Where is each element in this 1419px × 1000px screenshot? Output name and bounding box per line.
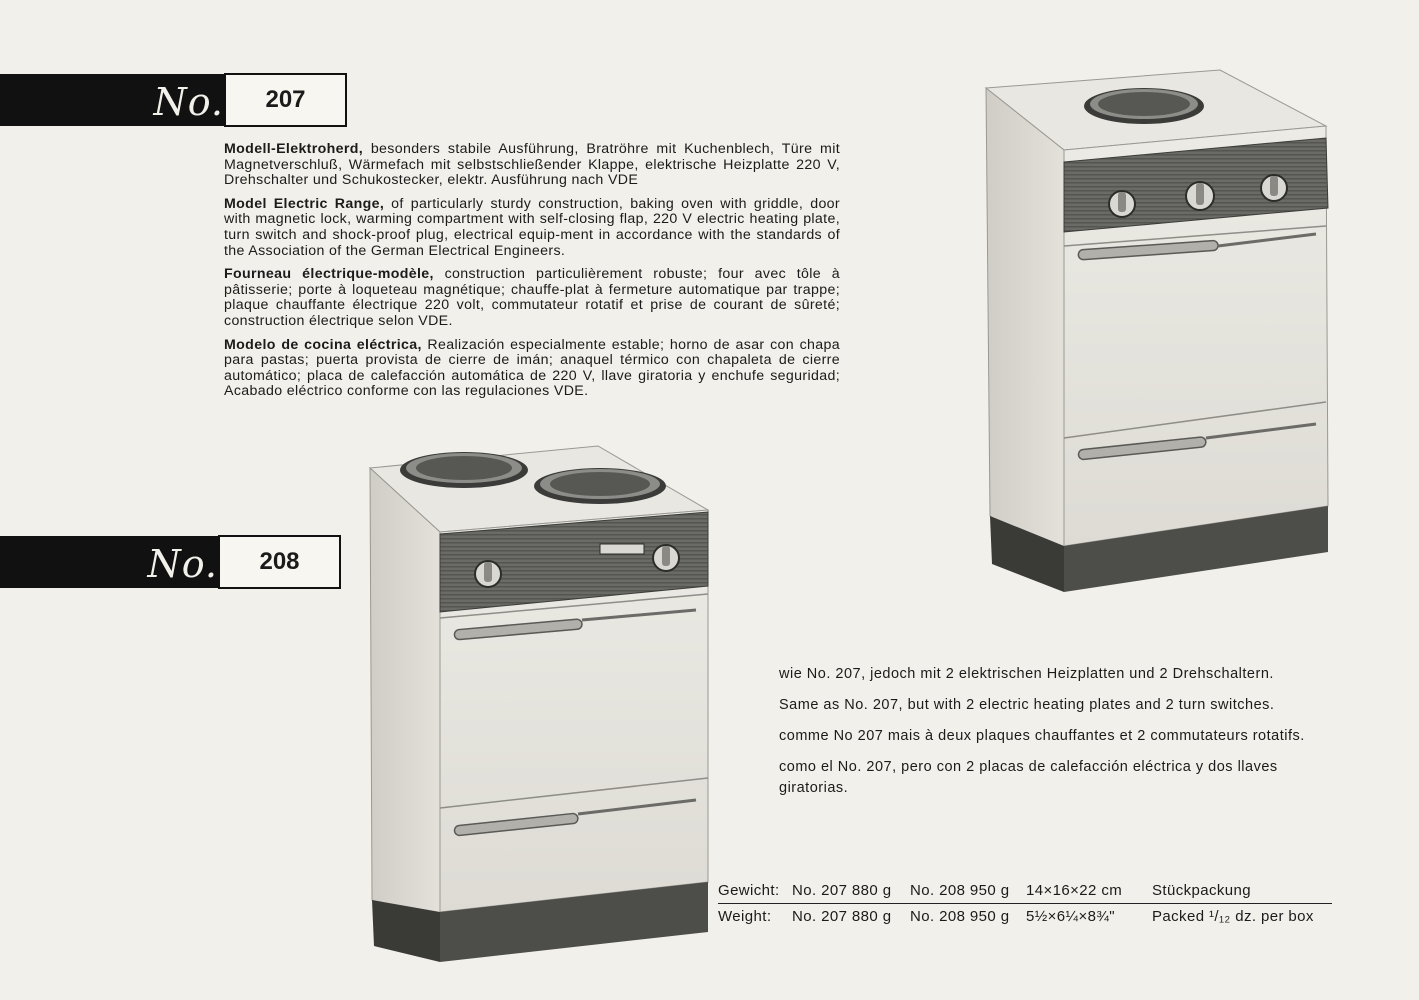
weights-table <box>718 878 1332 929</box>
label-bar-207 <box>0 74 228 126</box>
model-number-208 <box>218 535 341 589</box>
description-208 <box>779 664 1339 809</box>
label-prefix-208: No. <box>147 542 218 586</box>
description-english: Model Electric Range, of particularly sturdy construction, baking oven with griddle, door with magnetic lock, warming compartment with self-closing flap, 220 V electric heating plate, turn switch and shock-proof plug, electrical equip-ment in accordance with the standards of the Association of the German Electrical Engineers. <box>224 195 840 259</box>
weight-207: No. 207 880 g <box>792 908 892 925</box>
description-208-german: wie No. 207, jedoch mit 2 elektrischen Heizplatten und 2 Drehschaltern. <box>779 666 1274 682</box>
weight-208: No. 208 950 g <box>910 908 1010 925</box>
description-208-english: Same as No. 207, but with 2 electric heating plates and 2 turn switches. <box>779 697 1275 713</box>
weights-label: Gewicht: <box>718 882 780 899</box>
model-number-208-text: 208 <box>259 548 300 575</box>
description-german: Modell-Elektroherd, besonders stabile Ausführung, Bratröhre mit Kuchenblech, Türe mit Magnetverschluß, Wärmefach mit selbstschließender Klappe, elektrische Heizplatte 220 V, Drehschalter und Schukostecker, elektr. Ausführung nach VDE <box>224 141 840 189</box>
packing-info: Stückpackung <box>1152 882 1252 899</box>
model-number-207 <box>224 73 347 127</box>
model-number-207-text: 207 <box>265 86 306 113</box>
package-dimensions: 5½×6¼×8¾" <box>1026 908 1116 925</box>
description-french: Fourneau électrique-modèle, construction particulièrement robuste; four avec tôle à pâtisserie; porte à loqueteau magnétique; chauffe-plat à fermeture automatique par trappe; plaque chauffante électrique 220 volt, commutateur rotatif et prise de courant de sûreté; construction électrique selon VDE. <box>224 266 841 329</box>
package-dimensions: 14×16×22 cm <box>1026 882 1123 899</box>
weights-row-german <box>718 878 1332 904</box>
label-bar-208 <box>0 536 222 588</box>
description-207 <box>224 142 840 408</box>
weights-label: Weight: <box>718 908 772 925</box>
stove-207-illustration <box>980 66 1332 594</box>
description-208-spanish: como el No. 207, pero con 2 placas de calefacción eléctrica y dos llaves giratorias. <box>779 759 1278 796</box>
weight-207: No. 207 880 g <box>792 882 892 899</box>
weight-208: No. 208 950 g <box>910 882 1010 899</box>
stove-208-illustration <box>364 442 714 964</box>
description-spanish: Modelo de cocina eléctrica, Realización especialmente estable; horno de asar con chapa para pastas; puerta provista de cierre de imán; anaquel térmico con chapaleta de cierre automático; placa de calefacción automática de 220 V, llave giratoria y enchufe seguridad; Acabado eléctrico conforme con las regulaciones VDE. <box>224 336 840 400</box>
label-prefix-207: No. <box>153 80 224 124</box>
packing-info: Packed ¹/₁₂ dz. per box <box>1152 908 1314 925</box>
weights-row-english <box>718 904 1332 929</box>
description-208-french: comme No 207 mais à deux plaques chauffantes et 2 commutateurs rotatifs. <box>779 728 1305 744</box>
